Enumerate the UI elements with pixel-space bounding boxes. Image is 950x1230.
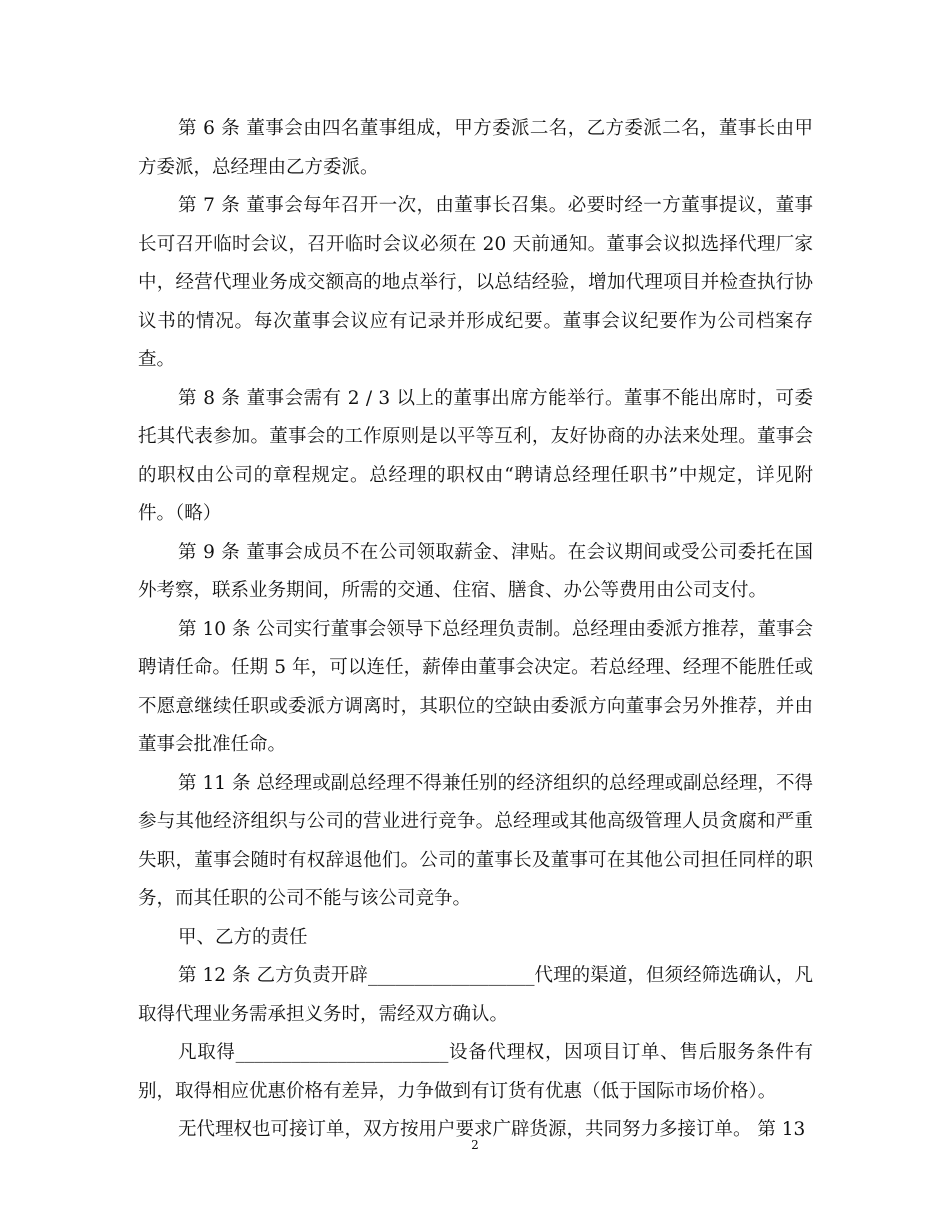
paragraph-agency-rights: 凡取得_______________________设备代理权，因项目订单、售后服务条件有别，取得相应优惠价格有差异，力争做到有订货有优惠（低于国际市场价格）。 (138, 1042, 813, 1102)
paragraph-article-10: 第 10 条 公司实行董事会领导下总经理负责制。总经理由委派方推荐，董事会聘请任命。任期 5 年，可以连任，薪俸由董事会决定。若总经理、经理不能胜任或不愿意继续任职或委派方调离时，其职位的空缺由委派方向董事会另外推荐，并由董事会批准任命。 (138, 618, 813, 755)
paragraph-article-11: 第 11 条 总经理或副总经理不得兼任别的经济组织的总经理或副总经理，不得参与其他经济组织与公司的营业进行竞争。总经理或其他高级管理人员贪腐和严重失职，董事会随时有权辞退他们。公司的董事长及董事可在其他公司担任同样的职务，而其任职的公司不能与该公司竞争。 (138, 772, 813, 909)
paragraph-orders: 无代理权也可接订单，双方按用户要求广辟货源，共同努力多接订单。 第 13 (178, 1119, 806, 1140)
document-body (138, 110, 813, 1150)
paragraph-article-8: 第 8 条 董事会需有 2 / 3 以上的董事出席方能举行。董事不能出席时，可委托其代表参加。董事会的工作原则是以平等互利，友好协商的办法来处理。董事会的职权由公司的章程规定。总经理的职权由“聘请总经理任职书”中规定，详见附件。（略） (138, 387, 813, 524)
paragraph-article-12: 第 12 条 乙方负责开辟__________________代理的渠道，但须经筛选确认，凡取得代理业务需承担义务时，需经双方确认。 (138, 965, 813, 1025)
page-number: 2 (471, 1138, 479, 1152)
paragraph-article-6: 第 6 条 董事会由四名董事组成，甲方委派二名，乙方委派二名，董事长由甲方委派，总经理由乙方委派。 (138, 118, 813, 178)
section-heading-responsibilities: 甲、乙方的责任 (178, 926, 308, 948)
paragraph-article-9: 第 9 条 董事会成员不在公司领取薪金、津贴。在会议期间或受公司委托在国外考察，联系业务期间，所需的交通、住宿、膳食、办公等费用由公司支付。 (138, 541, 813, 601)
paragraph-article-7: 第 7 条 董事会每年召开一次，由董事长召集。必要时经一方董事提议，董事长可召开临时会议，召开临时会议必须在 20 天前通知。董事会议拟选择代理厂家中，经营代理业务成交额高的地点举行，以总结经验，增加代理项目并检查执行协议书的情况。每次董事会议应有记录并形成纪要。董事会议纪要作为公司档案存查。 (138, 195, 813, 370)
